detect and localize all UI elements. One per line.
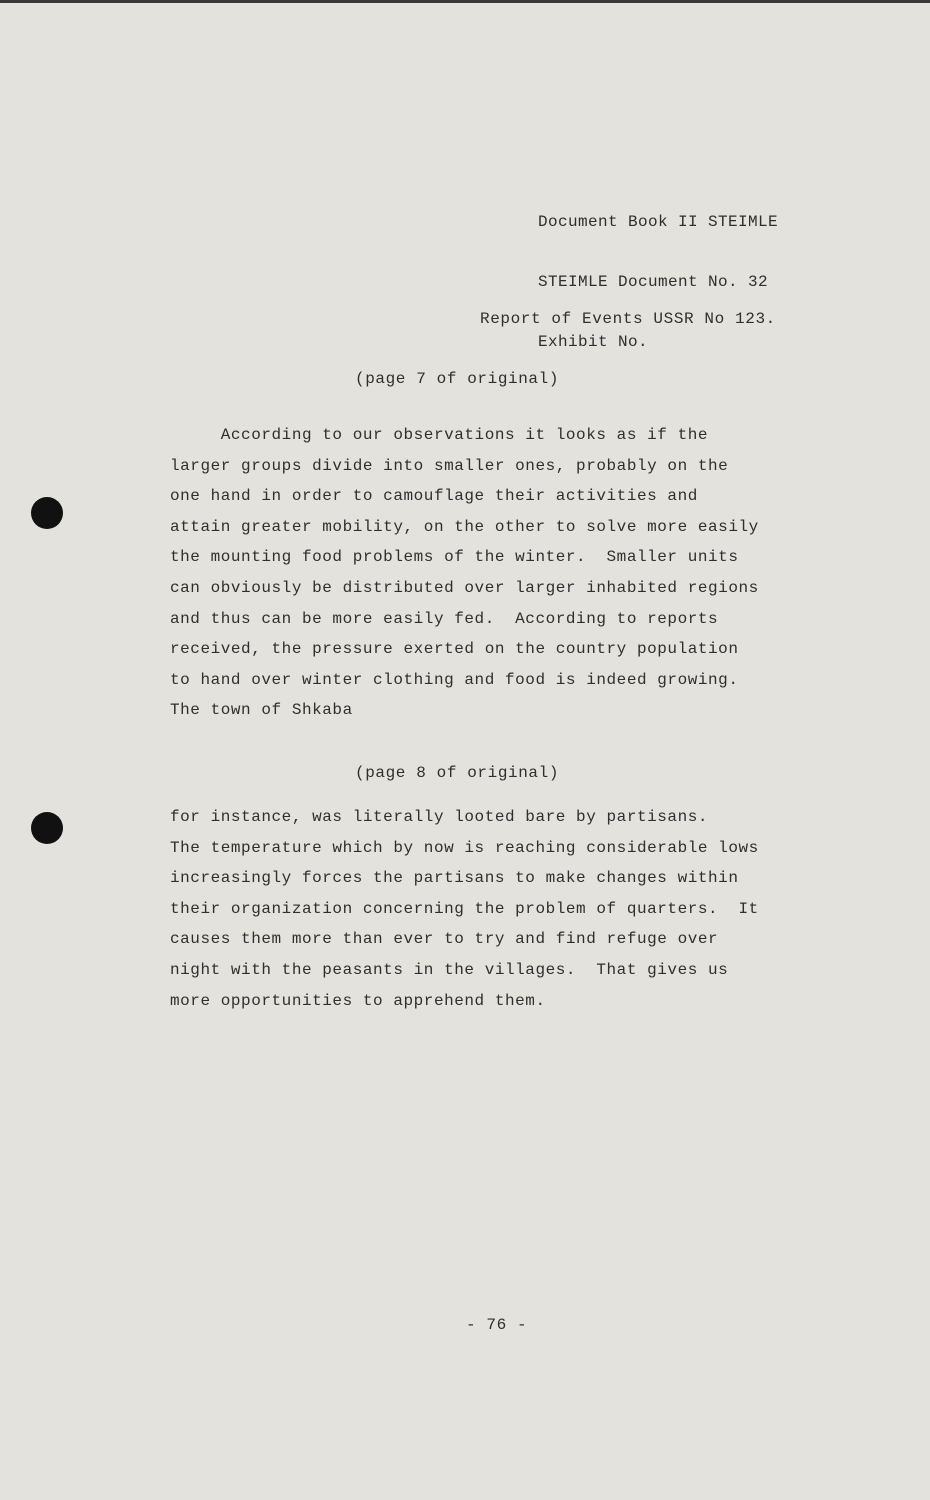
punch-hole-icon [31, 812, 63, 844]
text-line: According to our observations it looks as if the [170, 426, 709, 444]
paragraph [170, 808, 860, 1022]
page-reference: (page 8 of original) [355, 764, 560, 782]
header-line: STEIMLE Document No. 32 [538, 273, 769, 291]
page-reference: (page 7 of original) [355, 370, 560, 388]
text-line: can obviously be distributed over larger inhabited regions [170, 578, 759, 597]
report-title: Report of Events USSR No 123. [480, 310, 776, 328]
text-line: for instance, was literally looted bare by partisans. [170, 808, 709, 826]
paragraph [170, 426, 860, 732]
text-line: more opportunities to apprehend them. [170, 991, 546, 1010]
text-line: causes them more than ever to try and find refuge over [170, 930, 719, 949]
header-line: Document Book II STEIMLE [538, 213, 779, 231]
text-line: The town of Shkaba [170, 701, 353, 720]
text-line: the mounting food problems of the winter. Smaller units [170, 548, 739, 567]
text-line: The temperature which by now is reaching considerable lows [170, 838, 759, 857]
text-line: increasingly forces the partisans to make changes within [170, 869, 739, 888]
document-header [538, 172, 778, 392]
header-line: Exhibit No. [538, 333, 649, 351]
top-edge-line [0, 0, 930, 3]
text-line: night with the peasants in the villages. That gives us [170, 960, 729, 979]
page-number: - 76 - [466, 1316, 528, 1334]
text-line: and thus can be more easily fed. According to reports [170, 609, 719, 628]
punch-hole-icon [31, 497, 63, 529]
text-line: attain greater mobility, on the other to solve more easily [170, 517, 759, 536]
text-line: received, the pressure exerted on the country population [170, 640, 739, 659]
text-line: their organization concerning the problem of quarters. It [170, 899, 759, 918]
text-line: to hand over winter clothing and food is indeed growing. [170, 670, 739, 689]
text-line: larger groups divide into smaller ones, probably on the [170, 456, 729, 475]
text-line: one hand in order to camouflage their activities and [170, 487, 698, 506]
